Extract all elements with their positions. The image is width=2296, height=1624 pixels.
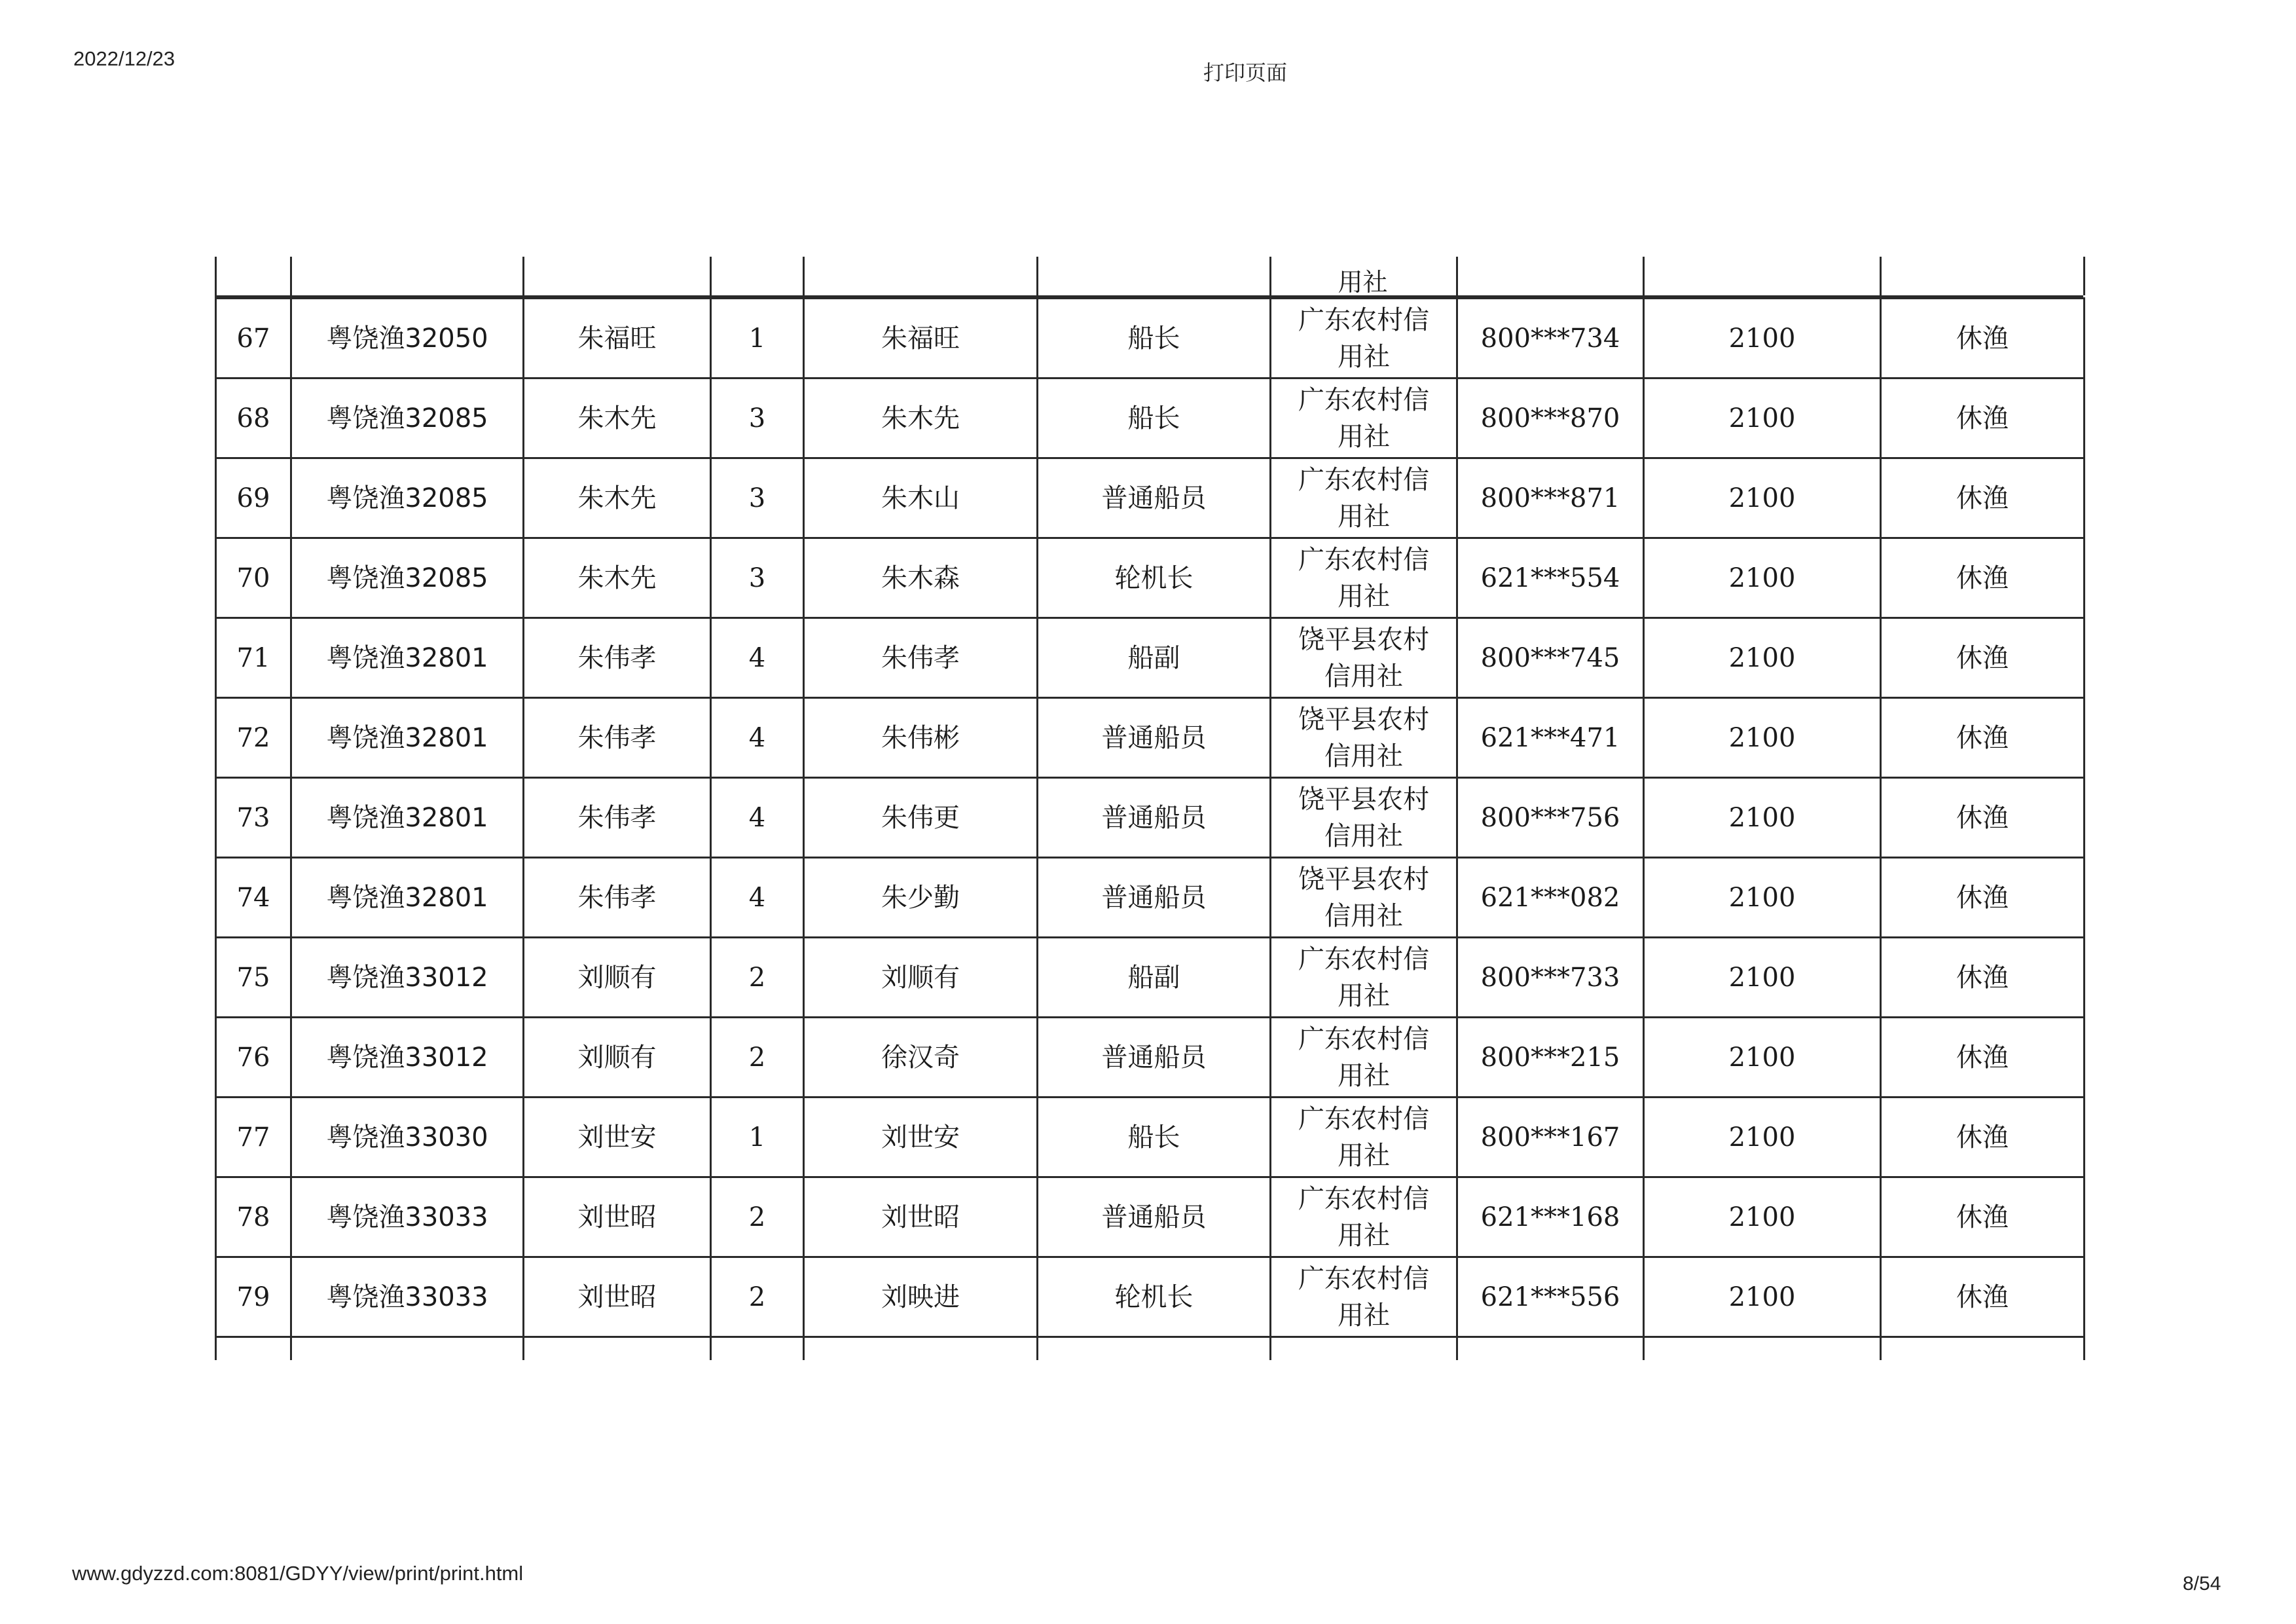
owner-name-cell: 朱伟孝 — [524, 778, 711, 858]
table-row — [216, 1257, 2085, 1337]
boat-number-cell: 粤饶渔33030 — [291, 1098, 524, 1177]
row-number-cell: 70 — [216, 538, 291, 618]
table-row — [216, 299, 2085, 378]
bank-name-line-1: 饶平县农村 — [1298, 624, 1429, 655]
bank-name-line-1: 广东农村信 — [1298, 944, 1429, 974]
status-cell: 休渔 — [1881, 378, 2085, 458]
table-row — [216, 858, 2085, 938]
bank-name-line-2: 信用社 — [1324, 821, 1403, 851]
account-cell: 621***471 — [1457, 698, 1644, 778]
roster-table-container — [215, 257, 2083, 1360]
row-number-cell: 74 — [216, 858, 291, 938]
bank-cell — [1271, 938, 1457, 1018]
print-date: 2022/12/23 — [73, 47, 175, 70]
bank-name-line-2: 用社 — [1338, 980, 1390, 1011]
boat-number-cell: 粤饶渔33033 — [291, 1177, 524, 1257]
table-row — [216, 938, 2085, 1018]
table-bottom-continuation — [215, 1338, 2083, 1360]
status-cell: 休渔 — [1881, 538, 2085, 618]
crew-count-cell: 4 — [711, 618, 804, 698]
row-number-cell: 72 — [216, 698, 291, 778]
bank-cell — [1271, 858, 1457, 938]
crew-count-cell: 1 — [711, 299, 804, 378]
status-cell: 休渔 — [1881, 858, 2085, 938]
boat-number-cell: 粤饶渔32801 — [291, 778, 524, 858]
amount-cell: 2100 — [1644, 858, 1881, 938]
crew-count-cell: 4 — [711, 698, 804, 778]
bank-name-line-1: 广东农村信 — [1298, 384, 1429, 415]
owner-name-cell: 刘世昭 — [524, 1177, 711, 1257]
table-row — [216, 698, 2085, 778]
bank-name-line-2: 用社 — [1338, 341, 1390, 372]
crew-name-cell: 朱木先 — [804, 378, 1038, 458]
owner-name-cell: 刘顺有 — [524, 938, 711, 1018]
bank-name-line-1: 广东农村信 — [1298, 1183, 1429, 1214]
bank-name-line-2: 信用社 — [1324, 900, 1403, 931]
crew-name-cell: 朱福旺 — [804, 299, 1038, 378]
owner-name-cell: 朱木先 — [524, 538, 711, 618]
boat-number-cell: 粤饶渔33012 — [291, 1018, 524, 1098]
bank-cell — [1271, 299, 1457, 378]
amount-cell: 2100 — [1644, 378, 1881, 458]
crew-count-cell: 2 — [711, 1177, 804, 1257]
continuation-row — [215, 257, 2083, 297]
page-number: 8/54 — [2183, 1573, 2221, 1595]
bank-cell — [1271, 538, 1457, 618]
amount-cell: 2100 — [1644, 458, 1881, 538]
boat-number-cell: 粤饶渔33012 — [291, 938, 524, 1018]
crew-count-cell: 2 — [711, 1257, 804, 1337]
crew-name-cell: 刘映进 — [804, 1257, 1038, 1337]
account-cell: 621***556 — [1457, 1257, 1644, 1337]
table-row — [216, 458, 2085, 538]
status-cell: 休渔 — [1881, 1098, 2085, 1177]
crew-role-cell: 普通船员 — [1038, 858, 1271, 938]
amount-cell: 2100 — [1644, 1018, 1881, 1098]
crew-role-cell: 船长 — [1038, 299, 1271, 378]
crew-role-cell: 船长 — [1038, 1098, 1271, 1177]
crew-name-cell: 朱木森 — [804, 538, 1038, 618]
bank-name-line-1: 饶平县农村 — [1298, 704, 1429, 735]
bank-cell — [1271, 1177, 1457, 1257]
crew-name-cell: 徐汉奇 — [804, 1018, 1038, 1098]
crew-count-cell: 1 — [711, 1098, 804, 1177]
bank-name-line-1: 广东农村信 — [1298, 304, 1429, 335]
continuation-bank-text: 用社 — [1338, 268, 1388, 297]
boat-number-cell: 粤饶渔33033 — [291, 1257, 524, 1337]
row-number-cell: 68 — [216, 378, 291, 458]
row-number-cell: 69 — [216, 458, 291, 538]
row-number-cell: 67 — [216, 299, 291, 378]
crew-name-cell: 刘世昭 — [804, 1177, 1038, 1257]
status-cell: 休渔 — [1881, 618, 2085, 698]
row-number-cell: 78 — [216, 1177, 291, 1257]
bank-cell — [1271, 1018, 1457, 1098]
crew-role-cell: 船副 — [1038, 938, 1271, 1018]
account-cell: 621***082 — [1457, 858, 1644, 938]
owner-name-cell: 朱伟孝 — [524, 618, 711, 698]
amount-cell: 2100 — [1644, 299, 1881, 378]
bank-name-line-2: 用社 — [1338, 1300, 1390, 1331]
crew-role-cell: 普通船员 — [1038, 778, 1271, 858]
page-title: 打印页面 — [1203, 60, 1288, 85]
account-cell: 800***756 — [1457, 778, 1644, 858]
crew-name-cell: 朱木山 — [804, 458, 1038, 538]
account-cell: 800***733 — [1457, 938, 1644, 1018]
crew-name-cell: 朱伟更 — [804, 778, 1038, 858]
amount-cell: 2100 — [1644, 698, 1881, 778]
bank-name-line-2: 信用社 — [1324, 741, 1403, 771]
crew-role-cell: 船副 — [1038, 618, 1271, 698]
row-number-cell: 75 — [216, 938, 291, 1018]
crew-role-cell: 普通船员 — [1038, 458, 1271, 538]
owner-name-cell: 刘顺有 — [524, 1018, 711, 1098]
account-cell: 800***215 — [1457, 1018, 1644, 1098]
status-cell: 休渔 — [1881, 299, 2085, 378]
owner-name-cell: 朱伟孝 — [524, 858, 711, 938]
bank-cell — [1271, 698, 1457, 778]
crew-role-cell: 轮机长 — [1038, 1257, 1271, 1337]
crew-role-cell: 普通船员 — [1038, 698, 1271, 778]
account-cell: 800***871 — [1457, 458, 1644, 538]
account-cell: 800***167 — [1457, 1098, 1644, 1177]
crew-name-cell: 朱伟彬 — [804, 698, 1038, 778]
row-number-cell: 79 — [216, 1257, 291, 1337]
bank-name-line-1: 饶平县农村 — [1298, 784, 1429, 815]
row-number-cell: 71 — [216, 618, 291, 698]
account-cell: 800***734 — [1457, 299, 1644, 378]
status-cell: 休渔 — [1881, 1018, 2085, 1098]
amount-cell: 2100 — [1644, 1257, 1881, 1337]
crew-name-cell: 刘顺有 — [804, 938, 1038, 1018]
crew-count-cell: 3 — [711, 538, 804, 618]
bank-cell — [1271, 458, 1457, 538]
crew-role-cell: 普通船员 — [1038, 1018, 1271, 1098]
amount-cell: 2100 — [1644, 938, 1881, 1018]
boat-number-cell: 粤饶渔32050 — [291, 299, 524, 378]
account-cell: 800***870 — [1457, 378, 1644, 458]
crew-name-cell: 朱伟孝 — [804, 618, 1038, 698]
amount-cell: 2100 — [1644, 1177, 1881, 1257]
bank-name-line-2: 用社 — [1338, 501, 1390, 532]
crew-count-cell: 3 — [711, 458, 804, 538]
bank-cell — [1271, 1098, 1457, 1177]
status-cell: 休渔 — [1881, 778, 2085, 858]
boat-number-cell: 粤饶渔32801 — [291, 858, 524, 938]
crew-count-cell: 2 — [711, 938, 804, 1018]
bank-name-line-1: 广东农村信 — [1298, 1263, 1429, 1294]
crew-count-cell: 2 — [711, 1018, 804, 1098]
bank-name-line-2: 用社 — [1338, 1140, 1390, 1171]
table-row — [216, 1018, 2085, 1098]
boat-number-cell: 粤饶渔32085 — [291, 458, 524, 538]
bank-name-line-1: 广东农村信 — [1298, 544, 1429, 575]
owner-name-cell: 刘世安 — [524, 1098, 711, 1177]
row-number-cell: 73 — [216, 778, 291, 858]
bank-name-line-2: 信用社 — [1324, 661, 1403, 692]
table-row — [216, 1098, 2085, 1177]
boat-number-cell: 粤饶渔32085 — [291, 538, 524, 618]
status-cell: 休渔 — [1881, 698, 2085, 778]
account-cell: 621***554 — [1457, 538, 1644, 618]
owner-name-cell: 朱福旺 — [524, 299, 711, 378]
bank-name-line-2: 用社 — [1338, 581, 1390, 612]
bank-name-line-2: 用社 — [1338, 1060, 1390, 1091]
account-cell: 800***745 — [1457, 618, 1644, 698]
boat-number-cell: 粤饶渔32801 — [291, 698, 524, 778]
row-number-cell: 77 — [216, 1098, 291, 1177]
owner-name-cell: 朱伟孝 — [524, 698, 711, 778]
page-url: www.gdyzzd.com:8081/GDYY/view/print/print.html — [72, 1562, 524, 1585]
boat-number-cell: 粤饶渔32801 — [291, 618, 524, 698]
crew-count-cell: 4 — [711, 778, 804, 858]
subsidy-roster-table — [215, 297, 2085, 1338]
table-row — [216, 618, 2085, 698]
status-cell: 休渔 — [1881, 1257, 2085, 1337]
bank-name-line-2: 用社 — [1338, 421, 1390, 452]
bank-name-line-1: 广东农村信 — [1298, 1024, 1429, 1054]
crew-count-cell: 4 — [711, 858, 804, 938]
status-cell: 休渔 — [1881, 938, 2085, 1018]
row-number-cell: 76 — [216, 1018, 291, 1098]
owner-name-cell: 朱木先 — [524, 378, 711, 458]
amount-cell: 2100 — [1644, 778, 1881, 858]
roster-body — [216, 299, 2085, 1337]
crew-name-cell: 朱少勤 — [804, 858, 1038, 938]
table-row — [216, 1177, 2085, 1257]
crew-count-cell: 3 — [711, 378, 804, 458]
table-row — [216, 538, 2085, 618]
status-cell: 休渔 — [1881, 458, 2085, 538]
bank-name-line-1: 广东农村信 — [1298, 464, 1429, 495]
amount-cell: 2100 — [1644, 1098, 1881, 1177]
crew-name-cell: 刘世安 — [804, 1098, 1038, 1177]
account-cell: 621***168 — [1457, 1177, 1644, 1257]
status-cell: 休渔 — [1881, 1177, 2085, 1257]
bank-cell — [1271, 1257, 1457, 1337]
amount-cell: 2100 — [1644, 618, 1881, 698]
bank-cell — [1271, 378, 1457, 458]
bank-cell — [1271, 618, 1457, 698]
bank-cell — [1271, 778, 1457, 858]
bank-name-line-2: 用社 — [1338, 1220, 1390, 1251]
amount-cell: 2100 — [1644, 538, 1881, 618]
crew-role-cell: 船长 — [1038, 378, 1271, 458]
crew-role-cell: 普通船员 — [1038, 1177, 1271, 1257]
owner-name-cell: 朱木先 — [524, 458, 711, 538]
boat-number-cell: 粤饶渔32085 — [291, 378, 524, 458]
bank-name-line-1: 广东农村信 — [1298, 1103, 1429, 1134]
table-row — [216, 778, 2085, 858]
table-row — [216, 378, 2085, 458]
bank-name-line-1: 饶平县农村 — [1298, 864, 1429, 895]
owner-name-cell: 刘世昭 — [524, 1257, 711, 1337]
crew-role-cell: 轮机长 — [1038, 538, 1271, 618]
